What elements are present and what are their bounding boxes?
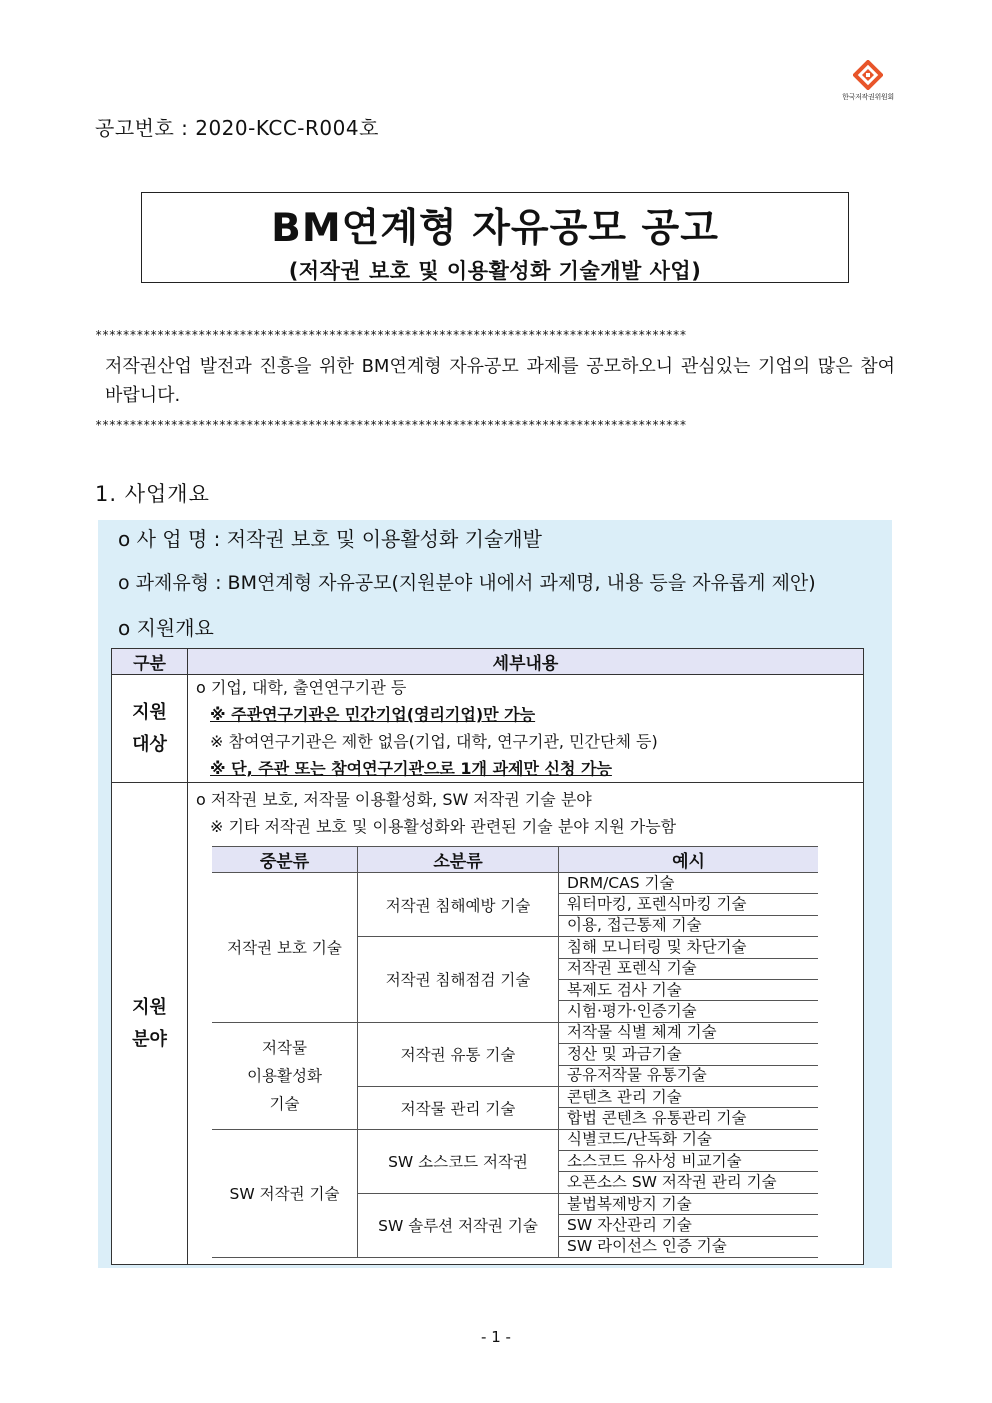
target-label: 지원 대상 — [112, 675, 188, 783]
major-category: SW 저작권 기술 — [212, 1129, 358, 1257]
example-item: SW 자산관리 기술 — [559, 1215, 819, 1236]
support-table — [111, 648, 864, 1265]
example-item: 저작물 식별 체계 기술 — [559, 1022, 819, 1043]
example-item: 불법복제방지 기술 — [559, 1193, 819, 1214]
example-item: 공유저작물 유통기술 — [559, 1065, 819, 1086]
example-item: 정산 및 과금기술 — [559, 1044, 819, 1065]
example-item: 저작권 포렌식 기술 — [559, 958, 819, 979]
page-title: BM연계형 자유공모 공고 — [271, 206, 719, 251]
minor-category: SW 소스코드 저작권 — [358, 1129, 559, 1193]
example-item: 합법 콘텐츠 유통관리 기술 — [559, 1108, 819, 1129]
page-subtitle: (저작권 보호 및 이용활성화 기술개발 사업) — [288, 259, 702, 283]
header-category: 구분 — [112, 649, 188, 675]
example-item: 식별코드/난독화 기술 — [559, 1129, 819, 1150]
field-label: 지원 분야 — [112, 783, 188, 1265]
title-box — [141, 192, 849, 283]
header-details: 세부내용 — [188, 649, 864, 675]
sub-header-major: 중분류 — [212, 847, 358, 873]
target-line: o 기업, 대학, 출연연구기관 등 — [196, 678, 407, 697]
divider-top: ************************************************************************************** — [95, 328, 687, 342]
notice-number: 공고번호 : 2020-KCC-R004호 — [95, 116, 379, 140]
example-item: DRM/CAS 기술 — [559, 873, 819, 894]
target-note-participants: ※ 참여연구기관은 제한 없음(기업, 대학, 연구기관, 민간단체 등) — [210, 732, 658, 751]
divider-bottom: ************************************************************************************** — [95, 418, 687, 432]
intro-text: 저작권산업 발전과 진흥을 위한 BM연계형 자유공모 과제를 공모하오니 관심있는 기업의 많은 참여 바랍니다. — [105, 356, 895, 406]
task-type-item: o 과제유형 : BM연계형 자유공모(지원분야 내에서 과제명, 내용 등을 자유롭게 제안) — [118, 572, 816, 594]
target-note-limit: ※ 단, 주관 또는 참여연구기관으로 1개 과제만 신청 가능 — [210, 759, 612, 778]
example-item: SW 라이선스 인증 기술 — [559, 1236, 819, 1257]
example-item: 오픈소스 SW 저작권 관리 기술 — [559, 1172, 819, 1193]
major-category: 저작물 이용활성화 기술 — [212, 1022, 358, 1129]
sub-header-example: 예시 — [559, 847, 819, 873]
minor-category: SW 솔루션 저작권 기술 — [358, 1193, 559, 1257]
minor-category: 저작물 관리 기술 — [358, 1086, 559, 1129]
example-item: 이용, 접근통제 기술 — [559, 915, 819, 936]
example-item: 워터마킹, 포렌식마킹 기술 — [559, 894, 819, 915]
field-details — [188, 783, 864, 1265]
target-details — [188, 675, 864, 783]
field-table — [212, 846, 818, 1258]
kcc-logo-icon — [853, 60, 883, 90]
example-item: 콘텐츠 관리 기술 — [559, 1086, 819, 1107]
page-number: - 1 - — [481, 1328, 511, 1346]
minor-category: 저작권 침해점검 기술 — [358, 937, 559, 1023]
field-note: ※ 기타 저작권 보호 및 이용활성화와 관련된 기술 분야 지원 가능함 — [210, 817, 677, 836]
major-category: 저작권 보호 기술 — [212, 873, 358, 1023]
field-line: o 저작권 보호, 저작물 이용활성화, SW 저작권 기술 분야 — [196, 790, 592, 809]
example-item: 침해 모니터링 및 차단기술 — [559, 937, 819, 958]
org-logo — [838, 60, 898, 102]
org-name: 한국저작권위원회 — [842, 93, 894, 101]
project-name-item: o 사 업 명 : 저작권 보호 및 이용활성화 기술개발 — [118, 527, 542, 551]
example-item: 복제도 검사 기술 — [559, 979, 819, 1000]
minor-category: 저작권 유통 기술 — [358, 1022, 559, 1086]
example-item: 소스코드 유사성 비교기술 — [559, 1151, 819, 1172]
sub-header-minor: 소분류 — [358, 847, 559, 873]
target-note-lead: ※ 주관연구기관은 민간기업(영리기업)만 가능 — [210, 705, 536, 724]
example-item: 시험·평가·인증기술 — [559, 1001, 819, 1022]
minor-category: 저작권 침해예방 기술 — [358, 873, 559, 937]
section-heading: 1. 사업개요 — [95, 482, 210, 506]
support-overview-item: o 지원개요 — [118, 616, 214, 640]
